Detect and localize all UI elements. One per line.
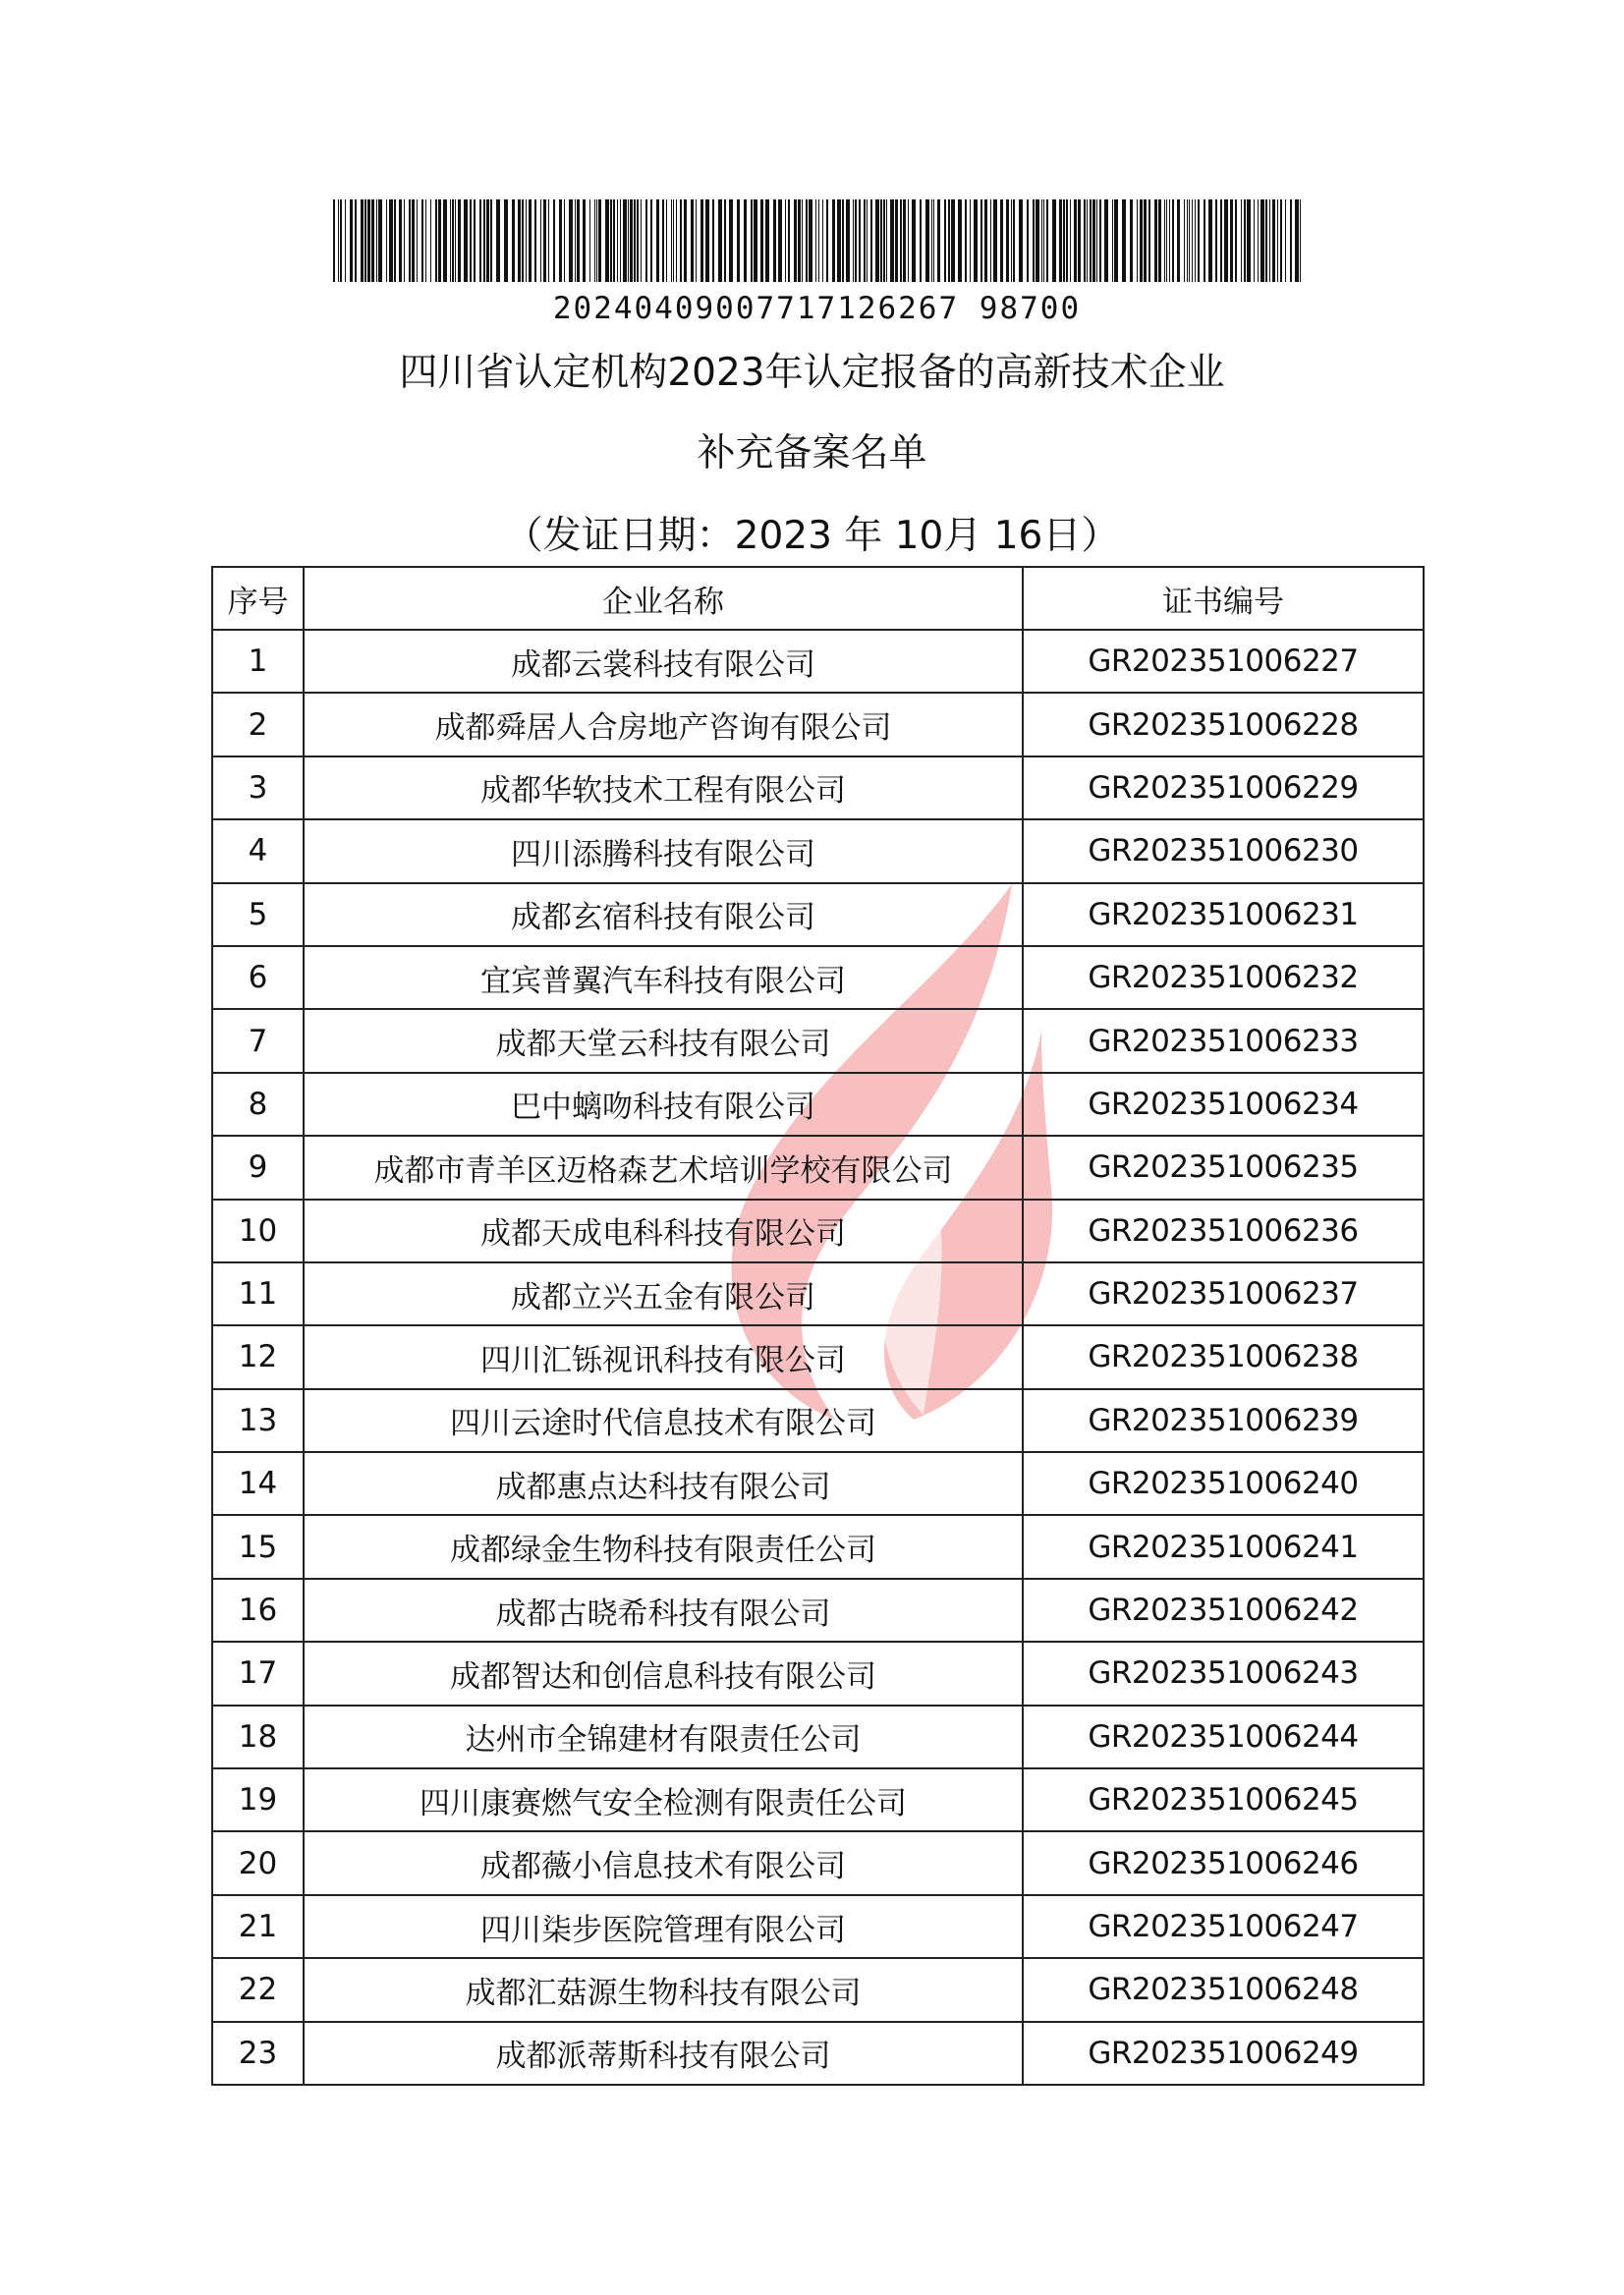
- table-row: [212, 2022, 1424, 2085]
- company-name: 达州市全锦建材有限责任公司: [304, 1706, 1023, 1768]
- certificate-number: GR202351006227: [1023, 630, 1424, 693]
- certificate-number: GR202351006228: [1023, 693, 1424, 756]
- table-row: [212, 1895, 1424, 1958]
- certificate-number: GR202351006237: [1023, 1262, 1424, 1325]
- row-index: 11: [212, 1262, 304, 1325]
- table-row: [212, 1200, 1424, 1262]
- row-index: 5: [212, 883, 304, 946]
- document-title: 四川省认定机构2023年认定报备的高新技术企业: [399, 351, 1225, 395]
- row-index: 20: [212, 1831, 304, 1894]
- row-index: 23: [212, 2022, 304, 2085]
- certificate-number: GR202351006229: [1023, 756, 1424, 819]
- company-name: 四川柒步医院管理有限公司: [304, 1895, 1023, 1958]
- company-name: 成都云裳科技有限公司: [304, 630, 1023, 693]
- row-index: 12: [212, 1325, 304, 1388]
- table-row: [212, 1642, 1424, 1705]
- company-name: 成都天成电科科技有限公司: [304, 1200, 1023, 1262]
- certificate-number: GR202351006246: [1023, 1831, 1424, 1894]
- company-name: 成都薇小信息技术有限公司: [304, 1831, 1023, 1894]
- certificate-number: GR202351006238: [1023, 1325, 1424, 1388]
- company-name: 成都绿金生物科技有限责任公司: [304, 1515, 1023, 1578]
- certificate-number: GR202351006242: [1023, 1579, 1424, 1642]
- table-row: [212, 1325, 1424, 1388]
- table-row: [212, 1389, 1424, 1452]
- company-name: 成都派蒂斯科技有限公司: [304, 2022, 1023, 2085]
- header-company-name: 企业名称: [304, 567, 1023, 630]
- company-name: 四川添腾科技有限公司: [304, 819, 1023, 882]
- company-name: 成都惠点达科技有限公司: [304, 1452, 1023, 1515]
- company-name: 成都汇菇源生物科技有限公司: [304, 1958, 1023, 2021]
- table-row: [212, 883, 1424, 946]
- company-name: 成都立兴五金有限公司: [304, 1262, 1023, 1325]
- company-name: 四川康赛燃气安全检测有限责任公司: [304, 1768, 1023, 1831]
- row-index: 2: [212, 693, 304, 756]
- certificate-number: GR202351006234: [1023, 1073, 1424, 1136]
- row-index: 21: [212, 1895, 304, 1958]
- table-header-row: [212, 567, 1424, 630]
- row-index: 16: [212, 1579, 304, 1642]
- row-index: 6: [212, 946, 304, 1009]
- table-row: [212, 1831, 1424, 1894]
- table-row: [212, 1262, 1424, 1325]
- row-index: 4: [212, 819, 304, 882]
- table-row: [212, 946, 1424, 1009]
- certificate-number: GR202351006248: [1023, 1958, 1424, 2021]
- row-index: 15: [212, 1515, 304, 1578]
- certificate-number: GR202351006247: [1023, 1895, 1424, 1958]
- row-index: 8: [212, 1073, 304, 1136]
- row-index: 17: [212, 1642, 304, 1705]
- table-row: [212, 1452, 1424, 1515]
- certificate-number: GR202351006235: [1023, 1136, 1424, 1199]
- company-table: [211, 566, 1425, 2086]
- company-name: 成都智达和创信息科技有限公司: [304, 1642, 1023, 1705]
- row-index: 14: [212, 1452, 304, 1515]
- company-name: 成都玄宿科技有限公司: [304, 883, 1023, 946]
- certificate-number: GR202351006239: [1023, 1389, 1424, 1452]
- barcode-number: 20240409007717126267 98700: [552, 291, 1082, 326]
- issue-date: （发证日期：2023 年 10月 16日）: [504, 514, 1120, 558]
- company-name: 四川汇铄视讯科技有限公司: [304, 1325, 1023, 1388]
- table-row: [212, 1706, 1424, 1768]
- certificate-number: GR202351006249: [1023, 2022, 1424, 2085]
- row-index: 13: [212, 1389, 304, 1452]
- header-index: 序号: [212, 567, 304, 630]
- row-index: 18: [212, 1706, 304, 1768]
- row-index: 1: [212, 630, 304, 693]
- certificate-number: GR202351006240: [1023, 1452, 1424, 1515]
- table-row: [212, 1515, 1424, 1578]
- table-row: [212, 756, 1424, 819]
- row-index: 3: [212, 756, 304, 819]
- certificate-number: GR202351006245: [1023, 1768, 1424, 1831]
- company-name: 成都古晓希科技有限公司: [304, 1579, 1023, 1642]
- company-name: 宜宾普翼汽车科技有限公司: [304, 946, 1023, 1009]
- barcode-icon: [333, 199, 1301, 282]
- certificate-number: GR202351006243: [1023, 1642, 1424, 1705]
- row-index: 19: [212, 1768, 304, 1831]
- row-index: 9: [212, 1136, 304, 1199]
- company-name: 成都市青羊区迈格森艺术培训学校有限公司: [304, 1136, 1023, 1199]
- company-name: 成都华软技术工程有限公司: [304, 756, 1023, 819]
- company-name: 巴中螭吻科技有限公司: [304, 1073, 1023, 1136]
- header-certificate-number: 证书编号: [1023, 567, 1424, 630]
- certificate-number: GR202351006233: [1023, 1009, 1424, 1072]
- certificate-number: GR202351006232: [1023, 946, 1424, 1009]
- table-row: [212, 819, 1424, 882]
- row-index: 10: [212, 1200, 304, 1262]
- table-row: [212, 630, 1424, 693]
- row-index: 22: [212, 1958, 304, 2021]
- document-subtitle: 补充备案名单: [697, 431, 927, 476]
- table-row: [212, 1579, 1424, 1642]
- table-row: [212, 693, 1424, 756]
- table-row: [212, 1073, 1424, 1136]
- certificate-number: GR202351006244: [1023, 1706, 1424, 1768]
- certificate-number: GR202351006230: [1023, 819, 1424, 882]
- certificate-number: GR202351006236: [1023, 1200, 1424, 1262]
- certificate-number: GR202351006231: [1023, 883, 1424, 946]
- company-name: 四川云途时代信息技术有限公司: [304, 1389, 1023, 1452]
- company-name: 成都天堂云科技有限公司: [304, 1009, 1023, 1072]
- table-row: [212, 1958, 1424, 2021]
- table-row: [212, 1136, 1424, 1199]
- table-row: [212, 1768, 1424, 1831]
- company-name: 成都舜居人合房地产咨询有限公司: [304, 693, 1023, 756]
- row-index: 7: [212, 1009, 304, 1072]
- table-row: [212, 1009, 1424, 1072]
- certificate-number: GR202351006241: [1023, 1515, 1424, 1578]
